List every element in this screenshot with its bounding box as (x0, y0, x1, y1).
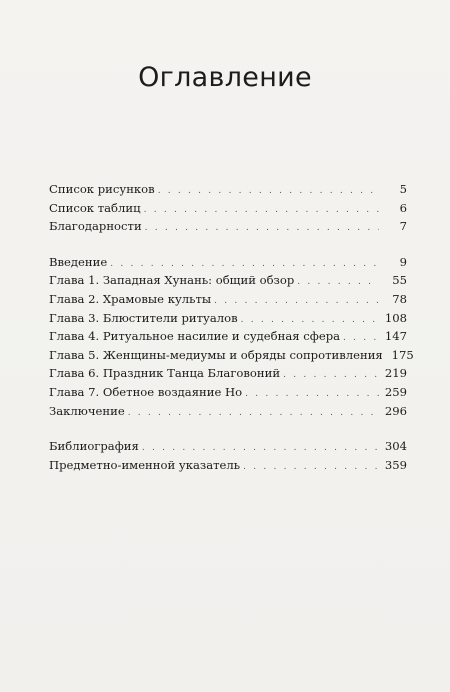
toc-entry-page: 5 (399, 182, 407, 196)
toc-entry-label: Глава 1. Западная Хунань: общий обзор (49, 273, 295, 288)
toc-entry-page: 259 (384, 384, 407, 399)
toc-leader-dots (158, 182, 379, 201)
table-of-contents (49, 180, 414, 474)
toc-entry (49, 271, 407, 290)
toc-entry-label: Библиография (49, 439, 139, 454)
toc-entry-page: 296 (384, 403, 407, 418)
toc-leader-dots (128, 404, 379, 423)
toc-entry-label: Глава 7. Обетное воздаяние Но (49, 384, 243, 399)
toc-entry (49, 327, 407, 346)
toc-leader-dots (245, 385, 379, 404)
toc-entry (49, 456, 407, 475)
toc-entry-label: Заключение (49, 403, 125, 418)
toc-entry (49, 253, 407, 272)
toc-entry-page: 147 (384, 329, 407, 344)
toc-entry-label: Введение (49, 254, 108, 269)
toc-entry-page: 9 (399, 254, 407, 269)
toc-entry-page: 7 (399, 219, 407, 234)
toc-entry (49, 364, 407, 383)
toc-entry-label: Глава 3. Блюстители ритуалов (49, 310, 238, 325)
toc-entry (49, 383, 407, 402)
toc-leader-dots (145, 219, 379, 238)
toc-entry (49, 217, 407, 236)
toc-entry-page: 304 (384, 439, 407, 454)
toc-entry-label: Глава 5. Женщины-медиумы и обряды сопротивления (49, 347, 383, 362)
toc-group-front-matter (49, 180, 407, 236)
toc-entry-label: Глава 4. Ритуальное насилие и судебная сфера (49, 329, 341, 344)
page-title: Оглавление (138, 62, 312, 93)
toc-entry-label: Глава 2. Храмовые культы (49, 291, 212, 306)
toc-entry-label: Список таблиц (49, 200, 141, 215)
toc-entry-label: Благодарности (49, 219, 142, 234)
toc-entry (49, 402, 407, 421)
toc-entry-page: 359 (384, 457, 407, 472)
toc-group-back-matter (49, 437, 407, 474)
toc-group-chapters (49, 253, 414, 420)
toc-leader-dots (297, 273, 379, 292)
toc-entry-label: Предметно-именной указатель (49, 457, 241, 472)
toc-entry (49, 346, 414, 365)
toc-entry (49, 437, 407, 456)
toc-leader-dots (283, 366, 379, 385)
toc-leader-dots (243, 458, 379, 477)
toc-entry (49, 290, 407, 309)
toc-entry (49, 180, 407, 199)
group-spacer (49, 420, 407, 437)
toc-entry-page: 78 (392, 291, 407, 306)
toc-leader-dots (144, 201, 379, 220)
toc-entry-label: Глава 6. Праздник Танца Благовоний (49, 366, 281, 381)
toc-entry (49, 309, 407, 328)
toc-entry-page: 108 (384, 310, 407, 325)
toc-entry-page: 219 (384, 366, 407, 381)
group-spacer (49, 236, 407, 253)
toc-entry (49, 199, 407, 218)
toc-entry-page: 175 (391, 347, 414, 362)
toc-entry-label: Список рисунков (49, 182, 155, 196)
toc-entry-page: 6 (399, 200, 407, 215)
toc-entry-page: 55 (392, 273, 407, 288)
